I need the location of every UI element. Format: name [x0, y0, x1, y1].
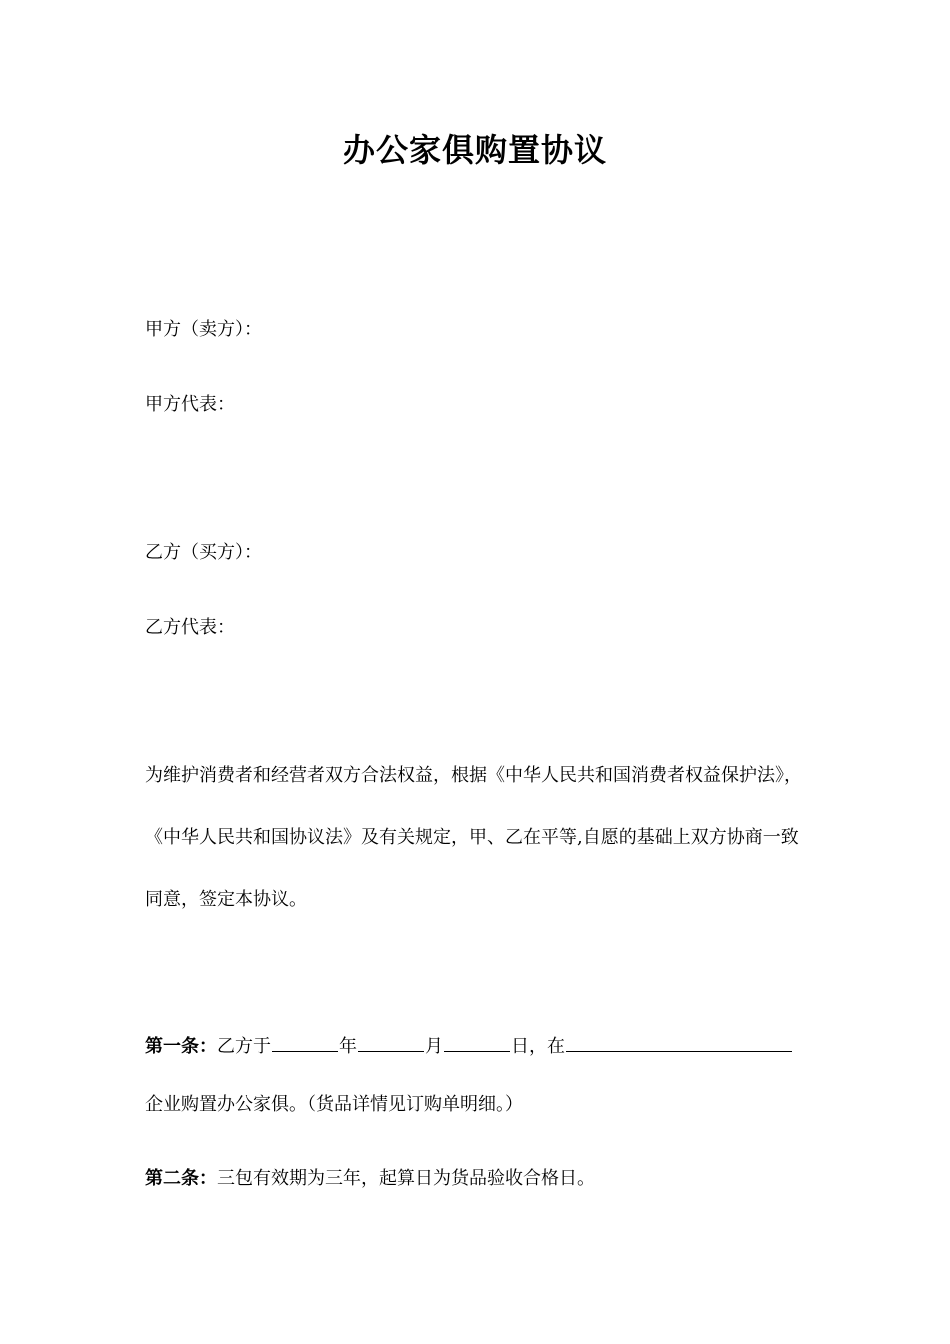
party-a-label: 甲方（卖方）：: [145, 319, 262, 340]
party-a-rep-label: 甲方代表：: [145, 394, 235, 415]
article-1-heading: 第一条：: [145, 1036, 217, 1057]
day-label: 日，在: [511, 1036, 565, 1057]
party-b-label: 乙方（买方）：: [145, 542, 262, 563]
article-2-text: 三包有效期为三年，起算日为货品验收合格日。: [217, 1168, 595, 1189]
month-blank-line: [358, 1031, 424, 1052]
article-2-heading: 第二条：: [145, 1168, 217, 1189]
article-2: [145, 1166, 595, 1192]
year-blank-line: [272, 1031, 338, 1052]
preamble-paragraph: 为维护消费者和经营者双方合法权益，根据《中华人民共和国消费者权益保护法》，《中华人民共和国协议法》及有关规定，甲、乙在平等,自愿的基础上双方协商一致同意，签定本协议。: [145, 765, 802, 910]
article-1-line-1: [145, 1031, 793, 1060]
month-label: 月: [425, 1036, 443, 1057]
article-1-text-before: 乙方于: [217, 1036, 271, 1057]
article-1-line-2: 企业购置办公家俱。（货品详情见订购单明细。）: [145, 1094, 523, 1115]
document-title: 办公家俱购置协议: [342, 131, 607, 169]
year-label: 年: [339, 1036, 357, 1057]
location-blank-line: [566, 1031, 792, 1052]
day-blank-line: [444, 1031, 510, 1052]
party-b-rep-label: 乙方代表：: [145, 617, 235, 638]
